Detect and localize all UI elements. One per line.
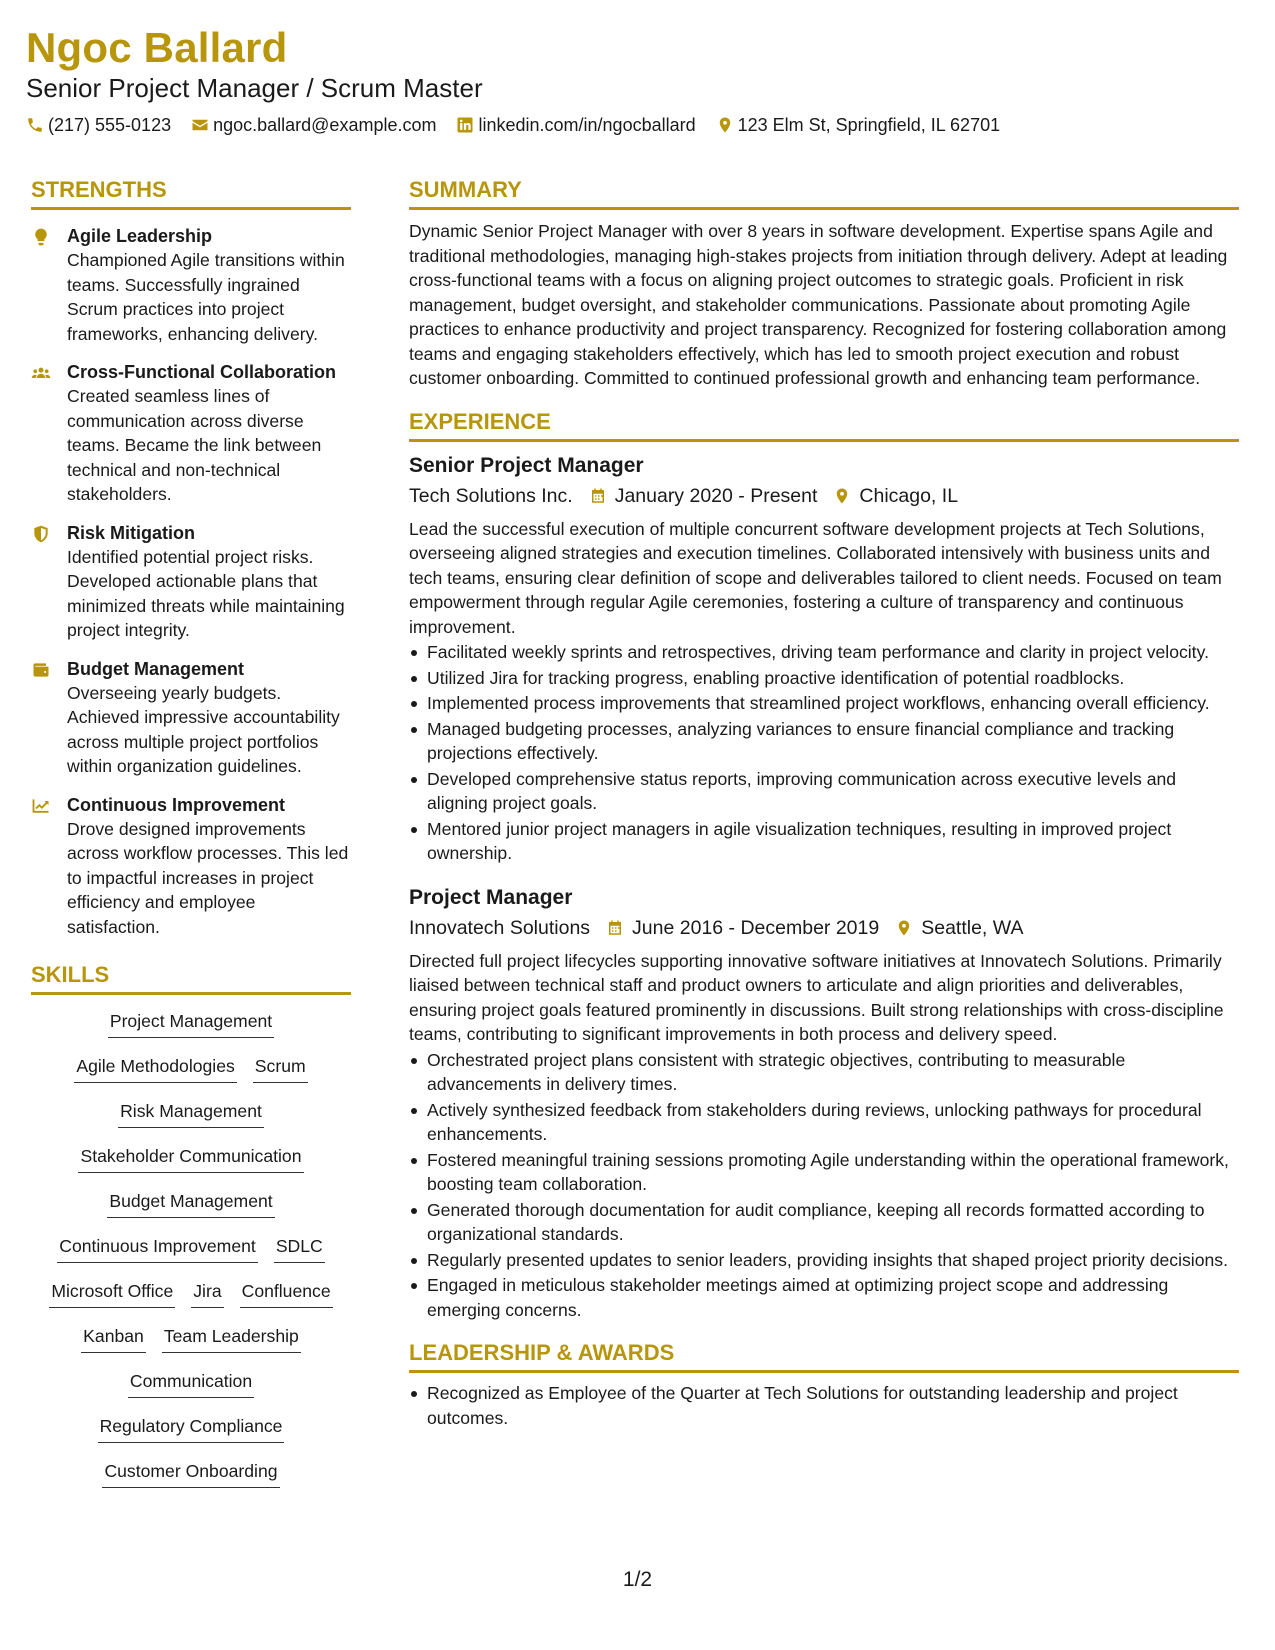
list-item: Actively synthesized feedback from stakeholders during reviews, unlocking pathways for procedural enhancements.: [409, 1098, 1239, 1147]
map-pin-icon: [716, 116, 734, 134]
list-item: Mentored junior project managers in agile visualization techniques, resulting in improved project ownership.: [409, 817, 1239, 866]
skill-row: [31, 1144, 351, 1189]
skill-row: [31, 1459, 351, 1504]
calendar-icon: [606, 919, 624, 937]
summary-heading: SUMMARY: [409, 176, 1239, 210]
skill-row: [31, 1189, 351, 1234]
skill-row: [31, 1369, 351, 1414]
skill-row: [31, 1324, 351, 1369]
strength-title: Cross-Functional Collaboration: [67, 362, 337, 382]
strength-item: [31, 657, 351, 779]
left-column: [31, 176, 351, 1504]
list-item: Orchestrated project plans consistent with strategic objectives, contributing to measurable advancements in delivery times.: [409, 1048, 1239, 1097]
strength-item: [31, 793, 351, 940]
strength-item: [31, 360, 351, 507]
list-item: Fostered meaningful training sessions promoting Agile understanding within the operational framework, boosting team collaboration.: [409, 1148, 1239, 1197]
calendar-icon: [589, 487, 607, 505]
right-column: [409, 176, 1239, 1430]
contact-address: [716, 113, 1001, 137]
job-entry: [409, 452, 1239, 866]
skill-tag: Scrum: [253, 1054, 308, 1083]
shield-icon: [31, 524, 51, 544]
strength-desc: Overseeing yearly budgets. Achieved impressive accountability across multiple project portfolios within organization guidelines.: [67, 682, 340, 776]
skill-tag: Regulatory Compliance: [98, 1414, 285, 1443]
contact-phone[interactable]: [26, 113, 171, 137]
awards-heading: LEADERSHIP & AWARDS: [409, 1339, 1239, 1373]
skill-tag: Kanban: [81, 1324, 146, 1353]
skill-tag: Customer Onboarding: [102, 1459, 279, 1488]
skill-tag: Confluence: [240, 1279, 333, 1308]
experience-heading: EXPERIENCE: [409, 408, 1239, 442]
phone-icon: [26, 116, 44, 134]
skill-tag: Stakeholder Communication: [78, 1144, 303, 1173]
list-item: Managed budgeting processes, analyzing variances to ensure financial compliance and tracking projections effectively.: [409, 717, 1239, 766]
skill-tag: Microsoft Office: [49, 1279, 175, 1308]
skill-tag: Agile Methodologies: [74, 1054, 236, 1083]
page-number: 1/2: [622, 1568, 653, 1591]
job-location: Chicago, IL: [859, 484, 959, 507]
job-description: Directed full project lifecycles supporting innovative software initiatives at Innovatech Solutions. Primarily liaised between technical staff and product owners to articulate and align priorities and deliverables, ensuring project goals featured prominently in discussions. Built strong relationships with cross-discipline teams, contributing to significant improvements in both process and delivery speed.: [409, 950, 1224, 1044]
job-entry: [409, 884, 1239, 1323]
awards-list: [409, 1381, 1239, 1430]
candidate-title: Senior Project Manager / Scrum Master: [26, 73, 483, 103]
list-item: Facilitated weekly sprints and retrospectives, driving team performance and clarity in project velocity.: [409, 640, 1239, 665]
strength-title: Budget Management: [67, 658, 245, 679]
skill-tag: Team Leadership: [162, 1324, 301, 1353]
strength-desc: Drove designed improvements across workflow processes. This led to impactful increases in project efficiency and employee satisfaction.: [67, 818, 349, 937]
strength-desc: Created seamless lines of communication across diverse teams. Became the link between technical and non-technical stakeholders.: [67, 386, 322, 504]
strength-item: [31, 521, 351, 643]
strength-title: Agile Leadership: [67, 226, 213, 246]
strength-item: [31, 224, 351, 346]
wallet-icon: [31, 660, 51, 680]
list-item: Recognized as Employee of the Quarter at Tech Solutions for outstanding leadership and project outcomes.: [409, 1381, 1239, 1430]
strengths-heading: STRENGTHS: [31, 176, 351, 210]
contact-email[interactable]: [191, 113, 436, 137]
skill-tag: SDLC: [274, 1234, 325, 1263]
job-location: Seattle, WA: [921, 916, 1024, 939]
list-item: Engaged in meticulous stakeholder meetings aimed at optimizing project scope and addressing emerging concerns.: [409, 1273, 1239, 1322]
skill-tag: Risk Management: [118, 1099, 264, 1128]
contact-phone-text: (217) 555-0123: [48, 115, 172, 135]
skill-row: [31, 1414, 351, 1459]
list-item: Implemented process improvements that streamlined project workflows, enhancing overall efficiency.: [409, 691, 1239, 716]
linkedin-icon: [456, 116, 474, 134]
job-title: Project Manager: [409, 885, 573, 909]
skill-row: [31, 1009, 351, 1054]
resume-header: [26, 22, 1246, 137]
map-pin-icon: [833, 487, 851, 505]
skill-row: [31, 1054, 351, 1099]
job-meta: [409, 914, 1239, 942]
skill-tag: Communication: [128, 1369, 254, 1398]
skill-tag: Jira: [191, 1279, 223, 1308]
envelope-icon: [191, 116, 209, 134]
strength-desc: Championed Agile transitions within teams. Successfully ingrained Scrum practices into project frameworks, enhancing delivery.: [67, 250, 345, 344]
contact-bar: [26, 113, 1246, 137]
summary-text: Dynamic Senior Project Manager with over 8 years in software development. Expertise spans Agile and traditional methodologies, managing high-stakes projects from initiation through delivery. Adept at leading cross-functional teams with a focus on aligning project outcomes to strategic goals. Proficient in risk management, budget oversight, and stakeholder communications. Passionate about promoting Agile practices to enhance productivity and project transparency. Recognized for fostering collaboration among teams and engaging stakeholders effectively, which has led to smooth project execution and robust customer onboarding. Committed to continued professional growth and enhancing team performance.: [409, 221, 1228, 388]
map-pin-icon: [895, 919, 913, 937]
list-item: Developed comprehensive status reports, improving communication across executive levels and aligning project goals.: [409, 767, 1239, 816]
strength-title: Continuous Improvement: [67, 794, 286, 815]
job-description: Lead the successful execution of multiple concurrent software development projects at Tech Solutions, overseeing aligned strategies and execution timelines. Collaborated intensively with business units and tech teams, ensuring clear definition of scope and deliverables tailored to client needs. Focused on team empowerment through regular Agile ceremonies, fostering a culture of transparency and continuous improvement.: [409, 518, 1222, 637]
contact-linkedin-text: linkedin.com/in/ngocballard: [478, 115, 696, 135]
skill-tag: Continuous Improvement: [57, 1234, 258, 1263]
job-dates: January 2020 - Present: [614, 484, 818, 507]
strength-title: Risk Mitigation: [67, 522, 196, 543]
skill-row: [31, 1234, 351, 1279]
job-title: Senior Project Manager: [409, 453, 644, 477]
list-item: Regularly presented updates to senior leaders, providing insights that shaped project priority decisions.: [409, 1248, 1239, 1273]
list-item: Utilized Jira for tracking progress, enabling proactive identification of potential roadblocks.: [409, 666, 1239, 691]
skills-heading: SKILLS: [31, 961, 351, 995]
list-item: Generated thorough documentation for audit compliance, keeping all records formatted according to organizational standards.: [409, 1198, 1239, 1247]
chart-line-icon: [31, 796, 51, 816]
job-bullets: [409, 1048, 1239, 1323]
skill-tag: Budget Management: [107, 1189, 274, 1218]
candidate-name: Ngoc Ballard: [26, 24, 288, 71]
strength-desc: Identified potential project risks. Developed actionable plans that minimized threats while maintaining project integrity.: [67, 546, 345, 640]
users-icon: [31, 363, 51, 383]
skill-tag: Project Management: [108, 1009, 274, 1038]
job-dates: June 2016 - December 2019: [632, 916, 880, 939]
contact-address-text: 123 Elm St, Springfield, IL 62701: [737, 115, 1001, 135]
skill-row: [31, 1279, 351, 1324]
skills-list: [31, 1009, 351, 1504]
contact-email-text: ngoc.ballard@example.com: [213, 115, 437, 135]
job-meta: [409, 482, 1239, 510]
job-bullets: [409, 640, 1239, 866]
job-company: Tech Solutions Inc.: [409, 484, 573, 507]
contact-linkedin[interactable]: [456, 113, 695, 137]
skill-row: [31, 1099, 351, 1144]
lightbulb-icon: [31, 227, 51, 247]
job-company: Innovatech Solutions: [409, 916, 591, 939]
